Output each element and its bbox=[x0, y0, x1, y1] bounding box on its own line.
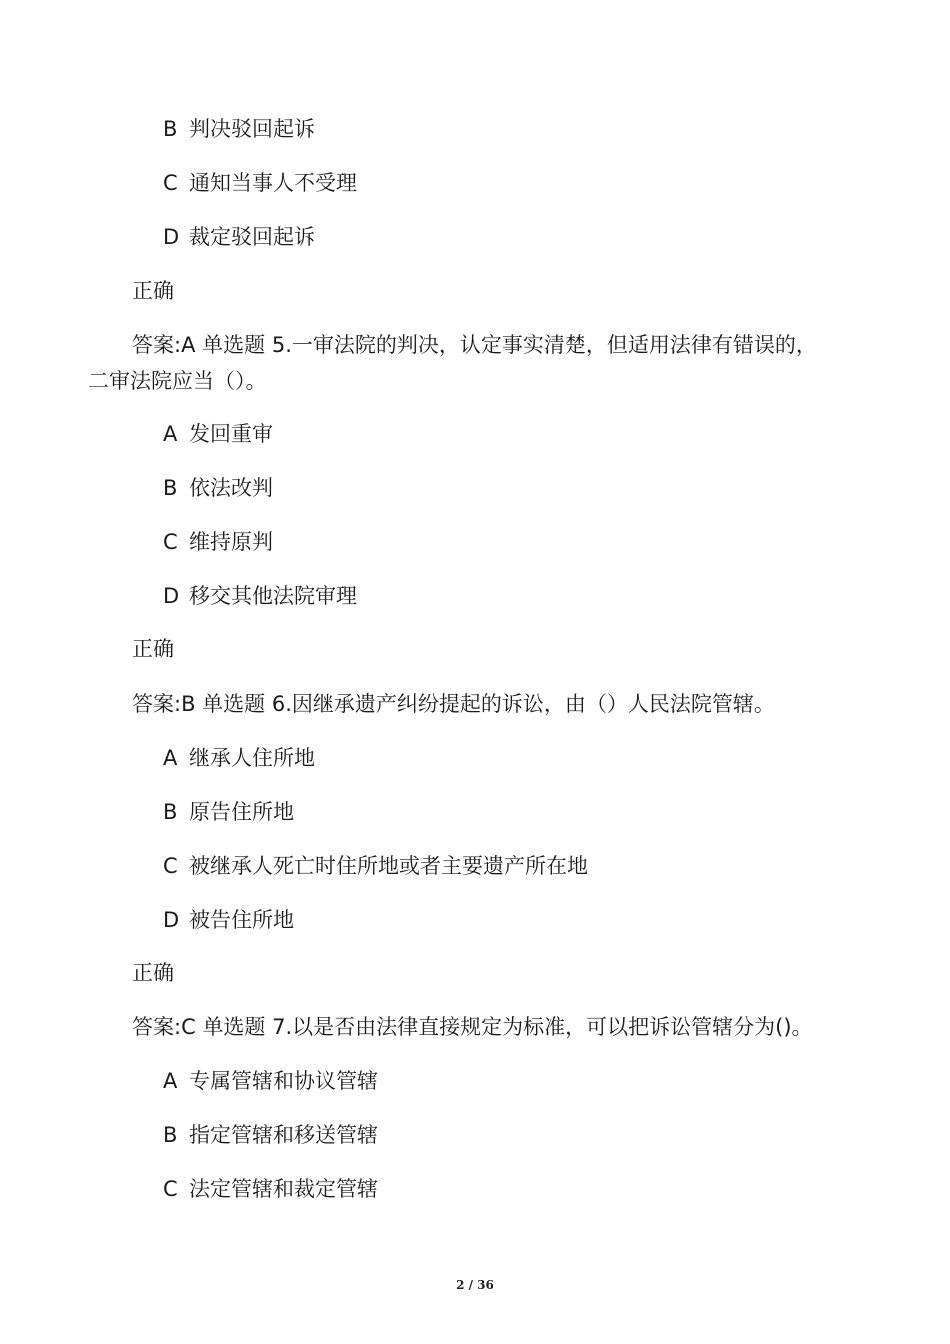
option-text: 判决驳回起诉 bbox=[189, 117, 315, 141]
question-5-stem-continued: 二审法院应当（）。 bbox=[88, 369, 267, 393]
option-c bbox=[163, 853, 588, 879]
option-text: 原告住所地 bbox=[189, 800, 294, 824]
option-text: 法定管辖和裁定管辖 bbox=[189, 1177, 378, 1201]
option-text: 被告住所地 bbox=[189, 908, 294, 932]
correct-label: 正确 bbox=[132, 961, 174, 985]
question-type: 单选题 bbox=[202, 333, 266, 357]
option-b bbox=[163, 799, 294, 825]
option-text: 指定管辖和移送管辖 bbox=[189, 1123, 378, 1147]
question-type: 单选题 bbox=[202, 1015, 266, 1039]
option-d bbox=[163, 583, 357, 609]
option-a bbox=[163, 1068, 378, 1094]
question-text: 5.一审法院的判决，认定事实清楚，但适用法律有错误的， bbox=[271, 333, 817, 357]
correct-label: 正确 bbox=[132, 279, 174, 303]
option-letter: D bbox=[163, 584, 180, 608]
answer-label: 答案:A bbox=[132, 333, 196, 357]
correct-label: 正确 bbox=[132, 637, 174, 661]
option-text: 维持原判 bbox=[189, 530, 273, 554]
option-letter: A bbox=[163, 746, 178, 770]
option-text: 移交其他法院审理 bbox=[189, 584, 357, 608]
option-a bbox=[163, 745, 315, 771]
option-b bbox=[163, 116, 315, 142]
option-letter: C bbox=[163, 854, 178, 878]
option-letter: B bbox=[163, 1123, 178, 1147]
option-letter: B bbox=[163, 800, 178, 824]
option-b bbox=[163, 1122, 378, 1148]
option-c bbox=[163, 529, 273, 555]
option-text: 发回重审 bbox=[189, 422, 273, 446]
option-text: 被继承人死亡时住所地或者主要遗产所在地 bbox=[189, 854, 588, 878]
question-text: 7.以是否由法律直接规定为标准，可以把诉讼管辖分为()。 bbox=[272, 1015, 813, 1039]
question-6-stem bbox=[132, 691, 775, 717]
option-a bbox=[163, 421, 273, 447]
answer-label: 答案:C bbox=[132, 1015, 196, 1039]
option-letter: B bbox=[163, 476, 178, 500]
question-type: 单选题 bbox=[202, 692, 266, 716]
option-d bbox=[163, 907, 294, 933]
page-number: 2 / 36 bbox=[456, 1278, 494, 1292]
option-text: 继承人住所地 bbox=[189, 746, 315, 770]
option-letter: D bbox=[163, 225, 180, 249]
answer-label: 答案:B bbox=[132, 692, 196, 716]
option-letter: B bbox=[163, 117, 178, 141]
option-text: 专属管辖和协议管辖 bbox=[189, 1069, 378, 1093]
option-b bbox=[163, 475, 273, 501]
option-letter: D bbox=[163, 908, 180, 932]
question-5-stem bbox=[132, 332, 817, 358]
option-text: 通知当事人不受理 bbox=[189, 171, 357, 195]
option-c bbox=[163, 1176, 378, 1202]
question-7-stem bbox=[132, 1014, 813, 1040]
option-text: 依法改判 bbox=[189, 476, 273, 500]
option-d bbox=[163, 224, 315, 250]
option-letter: C bbox=[163, 530, 178, 554]
option-text: 裁定驳回起诉 bbox=[189, 225, 315, 249]
option-c bbox=[163, 170, 357, 196]
question-text: 6.因继承遗产纠纷提起的诉讼，由（）人民法院管辖。 bbox=[271, 692, 775, 716]
option-letter: C bbox=[163, 171, 178, 195]
option-letter: A bbox=[163, 1069, 178, 1093]
option-letter: C bbox=[163, 1177, 178, 1201]
option-letter: A bbox=[163, 422, 178, 446]
